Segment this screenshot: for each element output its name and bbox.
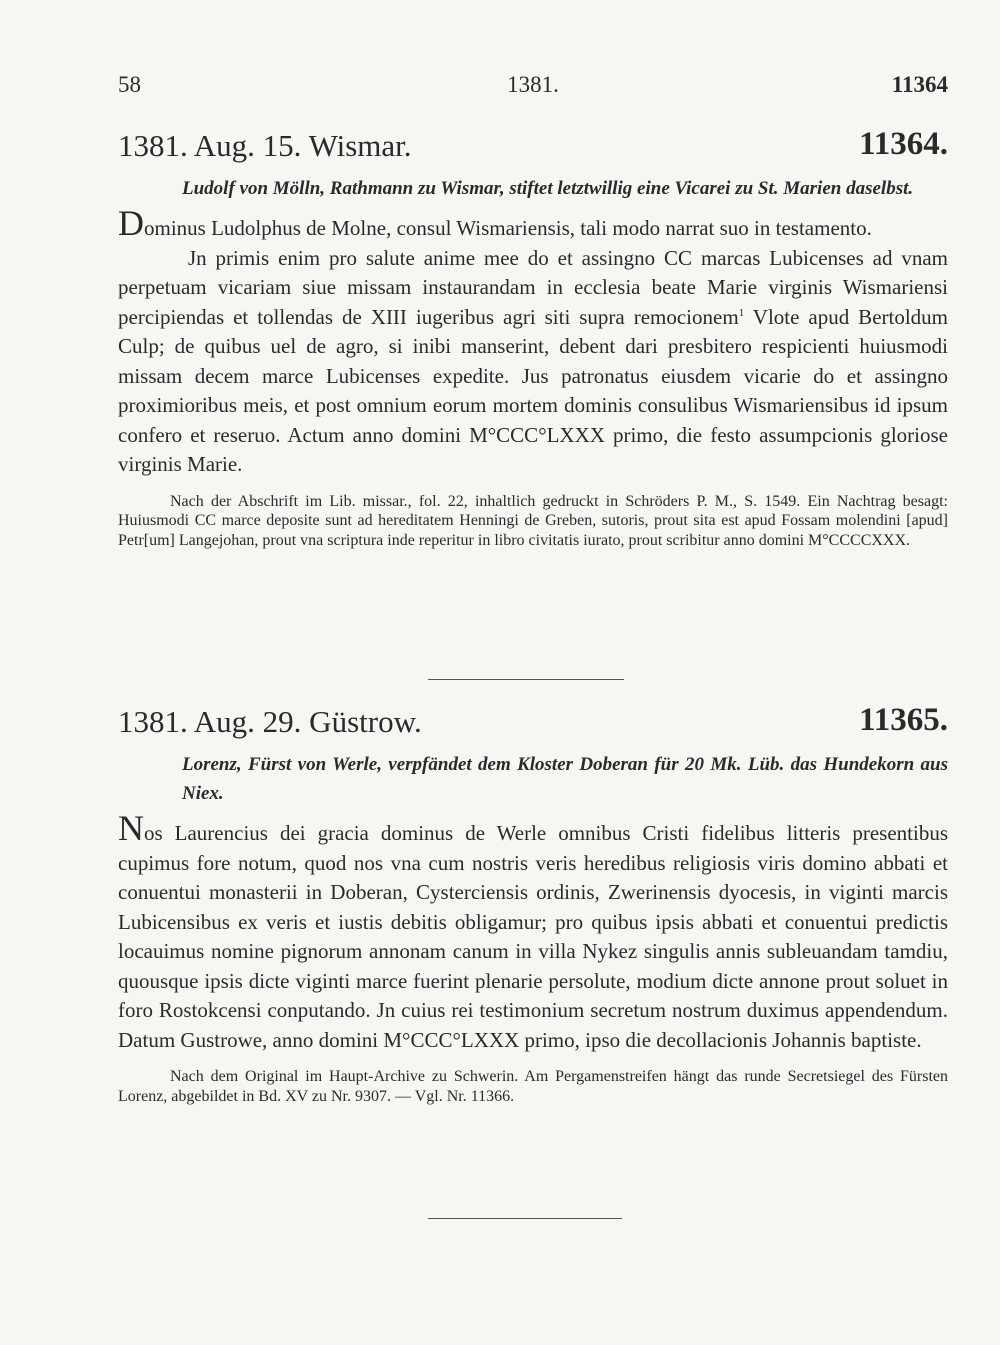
document-text [118,808,948,1055]
running-head [118,72,948,106]
paragraph-1-text: ominus Ludolphus de Molne, consul Wismariensis, tali modo narrat suo in testamento. [144,216,872,240]
source-note-text: Nach der Abschrift im Lib. missar., fol. 22, inhaltlich gedruckt in Schröders P. M., S. 1549. Ein Nachtrag besagt: Huiusmodi CC marce deposite sunt ad hereditatem Henningi de Greben, sutoris, prout sita est apud Fossam molendini [apud] Petr[um] Langejohan, prout vna scriptura inde reperitur in libro civitatis iurato, prout scribitur anno domini M°CCCCXXX. [118,492,948,549]
section-divider [428,1218,622,1219]
regest: Lorenz, Fürst von Werle, verpfändet dem Kloster Doberan für 20 Mk. Lüb. das Hundekorn aus Niex. [182,754,948,804]
document-11364 [118,128,948,550]
initial-letter: D [118,203,144,243]
section-divider [428,679,624,680]
paragraph-1-text: os Laurencius dei gracia dominus de Werle omnibus Cristi fidelibus litteris presentibus cupimus fore notum, quod nos vna cum nostris veris heredibus religiosis viris domino abbati et conuentui monasterii in Doberan, Cysterciensis ordinis, Zwerinensis dyocesis, in viginti marcis Lubicensibus ex veris et iustis debitis obligamur; pro quibus ipsis abbati et conuentui predictis locauimus nomine pignorum annonam canum in villa Nykez singulis annis subleuandam tamdiu, quousque ipsis dicte viginti marce fuerint plenarie persolute, modium dicte annone prout soluet in foro Rostokcensi conputando. Jn cuius rei testimonium secretum nostrum duximus appendendum. Datum Gustrowe, anno domini M°CCC°LXXX primo, ipso die decollacionis Johannis baptiste. [118,821,948,1052]
document-11365 [118,704,948,1106]
date-place: 1381. Aug. 15. Wismar. [118,128,412,163]
document-text [118,203,949,480]
paragraph-1 [118,203,948,244]
running-head-doc-number: 11364 [891,72,948,97]
paragraph-1 [118,808,948,1055]
document-heading [118,704,948,750]
page-number: 58 [118,72,141,97]
source-note [118,1067,948,1106]
source-note-text: Nach dem Original im Haupt-Archive zu Schwerin. Am Pergamenstreifen hängt das runde Secretsiegel des Fürsten Lorenz, abgebildet in Bd. XV zu Nr. 9307. — Vgl. Nr. 11366. [118,1068,948,1105]
initial-letter: N [118,808,144,848]
footnote-marker: 1 [738,306,745,319]
source-note [118,492,948,551]
regest: Ludolf von Mölln, Rathmann zu Wismar, stiftet letztwillig eine Vicarei zu St. Marien daselbst. [182,178,914,199]
paragraph-2-text-a: Jn primis enim pro salute anime mee do et assingno CC marcas Lubicenses ad vnam perpetuam vicariam siue missam instaurandam in ecclesia beate Marie virginis Wismariensi percipiendas et tollendas de XIII iugeribus agri siti supra remocionem [118,245,948,329]
document-number: 11364. [859,126,948,162]
paragraph-2 [118,244,948,480]
document-number: 11365. [859,702,948,738]
document-heading [118,128,948,174]
running-head-year: 1381. [507,72,559,97]
date-place: 1381. Aug. 29. Güstrow. [118,704,422,739]
paragraph-2-text-b: Vlote apud Bertoldum Culp; de quibus uel de agro, si inibi manserint, debent dari presbitero respicienti huiusmodi missam decem marce Lubicenses expedite. Jus patronatus eiusdem vicarie do et assingno proximioribus meis, et post omnium eorum mortem dominis consulibus Wismariensibus id ipsum confero et reseruo. Actum anno domini M°CCC°LXXX primo, die festo assumpcionis gloriose virginis Marie. [118,304,949,476]
